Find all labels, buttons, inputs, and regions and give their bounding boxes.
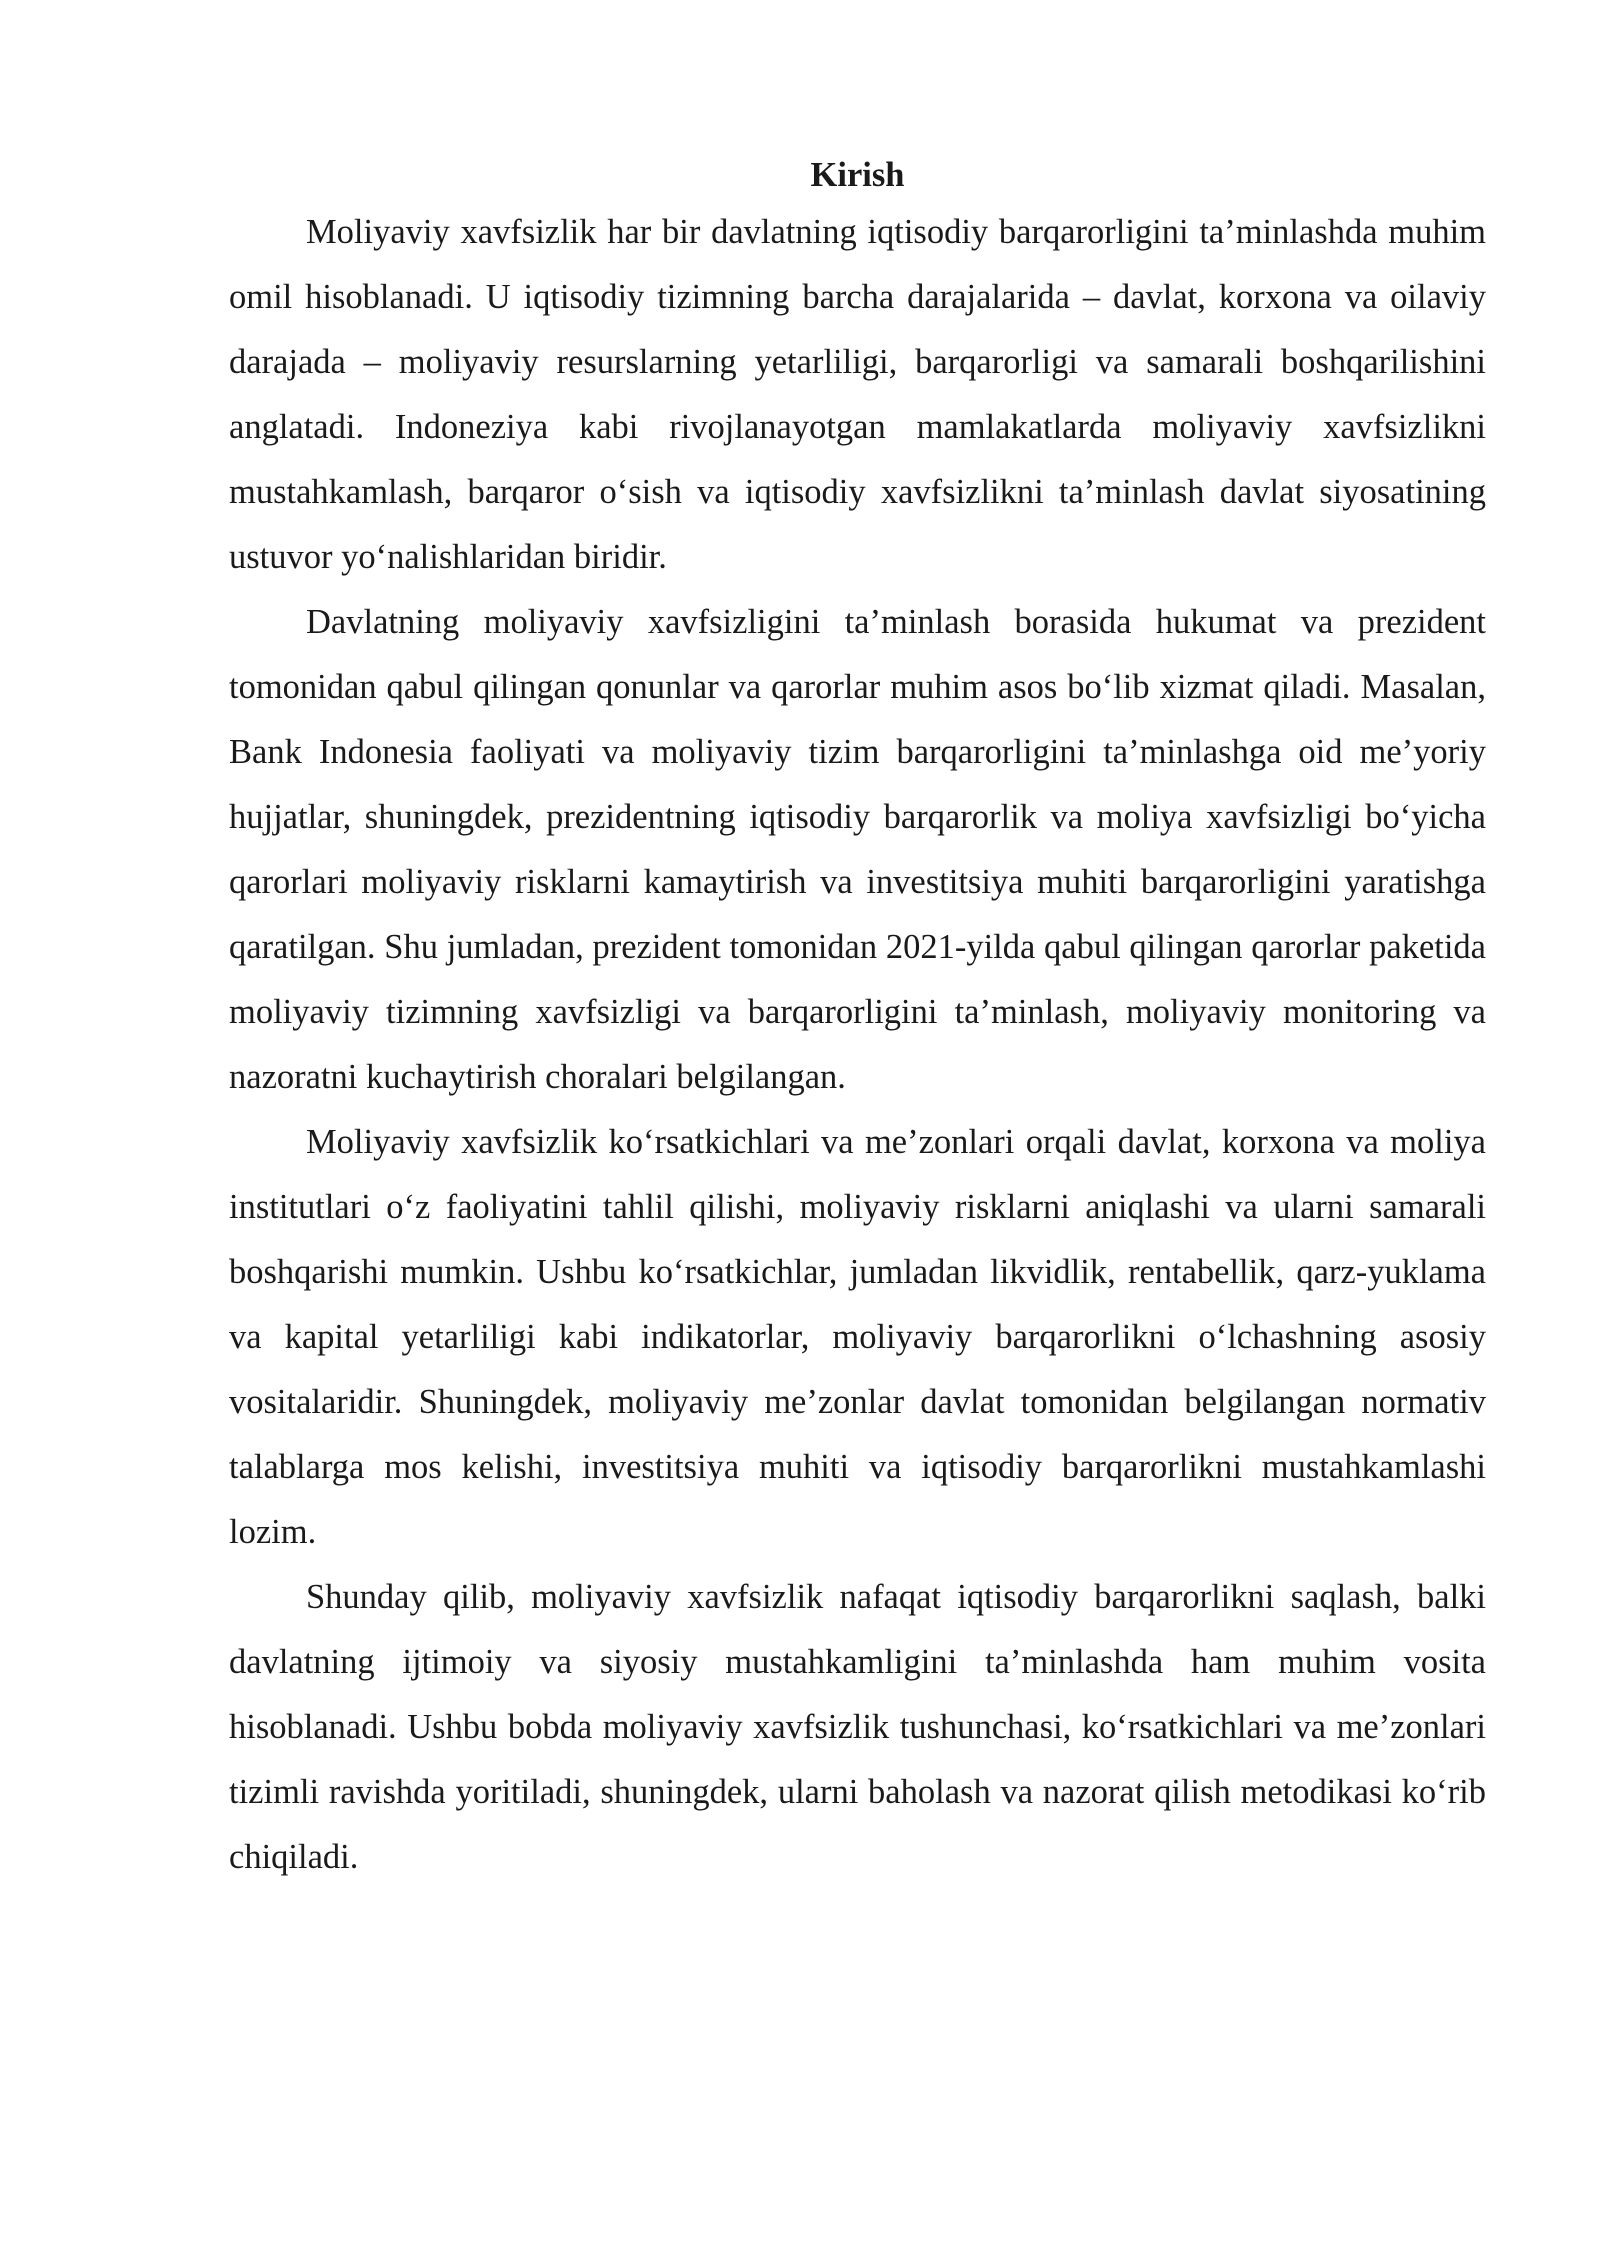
paragraph-legislation: Davlatning moliyaviy xavfsizligini ta’minlash borasida hukumat va prezident tomonidan qabul qilingan qonunlar va qarorlar muhim asos bo‘lib xizmat qiladi. Masalan, Bank Indonesia faoliyati va moliyaviy tizim barqarorligini ta’minlashga oid me’yoriy hujjatlar, shuningdek, prezidentning iqtisodiy barqarorlik va moliya xavfsizligi bo‘yicha qarorlari moliyaviy risklarni kamaytirish va investitsiya muhiti barqarorligini yaratishga qaratilgan. Shu jumladan, prezident tomonidan 2021-yilda qabul qilingan qarorlar paketida moliyaviy tizimning xavfsizligi va barqarorligini ta’minlash, moliyaviy monitoring va nazoratni kuchaytirish choralari belgilangan. <box>229 603 1486 1096</box>
section-title: Kirish <box>810 156 905 194</box>
paragraph-indicators: Moliyaviy xavfsizlik ko‘rsatkichlari va me’zonlari orqali davlat, korxona va moliya institutlari o‘z faoliyatini tahlil qilishi, moliyaviy risklarni aniqlashi va ularni samarali boshqarishi mumkin. Ushbu ko‘rsatkichlar, jumladan likvidlik, rentabellik, qarz-yuklama va kapital yetarliligi kabi indikatorlar, moliyaviy barqarorlikni o‘lchashning asosiy vositalaridir. Shuningdek, moliyaviy me’zonlar davlat tomonidan belgilangan normativ talablarga mos kelishi, investitsiya muhiti va iqtisodiy barqarorlikni mustahkamlashi lozim. <box>229 1123 1486 1551</box>
paragraph-conclusion: Shunday qilib, moliyaviy xavfsizlik nafaqat iqtisodiy barqarorlikni saqlash, balki davlatning ijtimoiy va siyosiy mustahkamligini ta’minlashda ham muhim vosita hisoblanadi. Ushbu bobda moliyaviy xavfsizlik tushunchasi, ko‘rsatkichlari va me’zonlari tizimli ravishda yoritiladi, shuningdek, ularni baholash va nazorat qilish metodikasi ko‘rib chiqiladi. <box>229 1578 1486 1876</box>
paragraph-intro: Moliyaviy xavfsizlik har bir davlatning iqtisodiy barqarorligini ta’minlashda muhim omil hisoblanadi. U iqtisodiy tizimning barcha darajalarida – davlat, korxona va oilaviy darajada – moliyaviy resurslarning yetarliligi, barqarorligi va samarali boshqarilishini anglatadi. Indoneziya kabi rivojlanayotgan mamlakatlarda moliyaviy xavfsizlikni mustahkamlash, barqaror o‘sish va iqtisodiy xavfsizlikni ta’minlash davlat siyosatining ustuvor yo‘nalishlaridan biridir. <box>229 213 1486 576</box>
document-body <box>229 150 1486 1890</box>
